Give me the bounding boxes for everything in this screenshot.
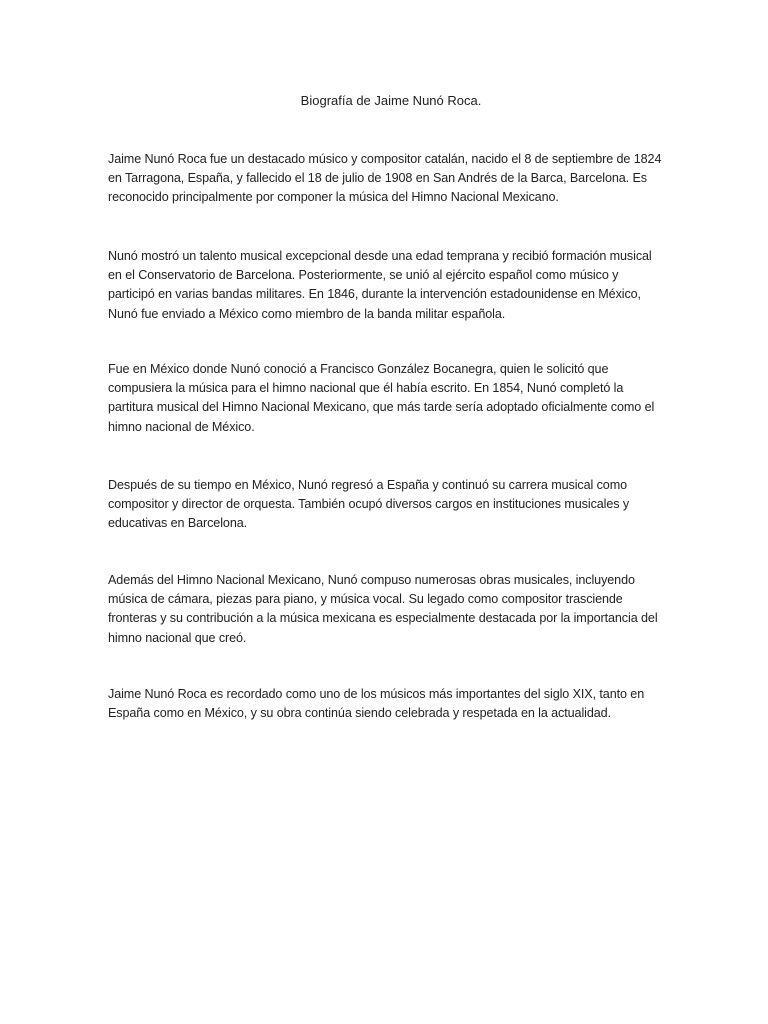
paragraph-other-works: Además del Himno Nacional Mexicano, Nunó compuso numerosas obras musicales, incluyendo música de cámara, piezas para piano, y música vocal. Su legado como compositor trasciende fronteras y su contribución a la música mexicana es especialmente destacada por la importancia del himno nacional que creó. (108, 573, 658, 645)
paragraph-legacy: Jaime Nunó Roca es recordado como uno de los músicos más importantes del siglo XIX, tanto en España como en México, y su obra continúa siendo celebrada y respetada en la actualidad. (108, 687, 645, 721)
paragraph-anthem-composition: Fue en México donde Nunó conoció a Francisco González Bocanegra, quien le solicitó que compusiera la música para el himno nacional que él había escrito. En 1854, Nunó completó la partitura musical del Himno Nacional Mexicano, que más tarde sería adoptado oficialmente como el himno nacional de México. (108, 362, 655, 434)
paragraph-birth-and-fame: Jaime Nunó Roca fue un destacado músico y compositor catalán, nacido el 8 de septiembre de 1824 en Tarragona, España, y fallecido el 18 de julio de 1908 en San Andrés de la Barca, Barcelona. Es reconocido principalmente por componer la música del Himno Nacional Mexicano. (108, 152, 662, 205)
paragraph-early-training: Nunó mostró un talento musical excepcional desde una edad temprana y recibió formación musical en el Conservatorio de Barcelona. Posteriormente, se unió al ejército español como músico y participó en varias bandas militares. En 1846, durante la intervención estadounidense en México, Nunó fue enviado a México como miembro de la banda militar española. (108, 249, 652, 321)
document-title: Biografía de Jaime Nunó Roca. (300, 93, 482, 108)
paragraph-return-to-spain: Después de su tiempo en México, Nunó regresó a España y continuó su carrera musical como compositor y director de orquesta. También ocupó diversos cargos en instituciones musicales y educativas en Barcelona. (108, 478, 630, 531)
